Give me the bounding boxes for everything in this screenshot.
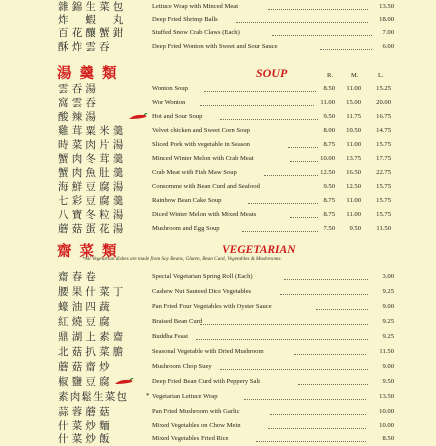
item-name-en: Seasonal Vegetable with Dried Mushroom	[152, 348, 264, 355]
vegetarian-item	[0, 405, 436, 419]
price-medium: 10.50	[346, 127, 361, 134]
item-price: 9.25	[382, 333, 394, 340]
item-price: 10.00	[379, 408, 394, 415]
item-name-cn: 八寶冬粒湯	[58, 209, 127, 221]
chili-pepper-icon	[128, 113, 148, 121]
price-regular: 8.75	[323, 211, 335, 218]
item-name-cn: 腰果什菜丁	[58, 286, 127, 298]
leader-dots	[236, 21, 368, 23]
item-name-en: Crab Meat with Fish Maw Soup	[152, 169, 237, 176]
item-name-en: Pan Fried Mushroom with Garlic	[152, 408, 240, 415]
price-medium: 13.75	[346, 155, 361, 162]
vegetarian-item	[0, 315, 436, 329]
leader-dots	[200, 323, 368, 325]
star-marker: *	[146, 392, 150, 400]
vegetarian-heading-en: VEGETARIAN	[222, 244, 296, 256]
price-large: 22.75	[376, 169, 391, 176]
leader-dots	[280, 293, 368, 295]
soup-heading-en: SOUP	[256, 66, 288, 80]
item-name-en: Wor Wonton	[152, 99, 186, 106]
item-name-en: Velvet chicken and Sweet Corn Soup	[152, 127, 250, 134]
item-name-en: Stuffed Snow Crab Claws (Each)	[152, 29, 240, 36]
item-name-cn: 酥炸雲吞	[58, 41, 113, 53]
price-large: 16.75	[376, 113, 391, 120]
item-name-cn: 素肉鬆生菜包	[58, 391, 129, 403]
item-name-cn: 雞茸粟米羹	[58, 125, 127, 137]
vegetarian-item	[0, 330, 436, 344]
item-price: 7.00	[382, 29, 394, 36]
price-large: 17.75	[376, 155, 391, 162]
item-name-cn: 蘑菇齋炒	[58, 361, 113, 373]
price-medium: 11.00	[346, 197, 361, 204]
item-name-en: Lettuce Wrap with Minced Meat	[152, 3, 239, 10]
item-name-en: Hot and Sour Soup	[152, 113, 203, 120]
item-name-cn: 窩雲吞	[58, 97, 100, 109]
item-price: 9.25	[382, 288, 394, 295]
price-medium: 11.00	[346, 85, 361, 92]
item-price: 9.00	[382, 303, 394, 310]
item-name-cn: 鼎湖上素齋	[58, 331, 127, 343]
price-large: 15.75	[376, 141, 391, 148]
item-price: 13.50	[379, 393, 394, 400]
leader-dots	[244, 398, 366, 400]
menu-item	[0, 13, 436, 27]
price-large: 15.75	[376, 197, 391, 204]
leader-dots	[268, 427, 366, 429]
item-name-en: Sliced Pork with vegetable in Season	[152, 141, 250, 148]
item-name-en: Deep Fried Bean Curd with Peppery Salt	[152, 378, 261, 385]
item-name-en: Deep Fried Wonton with Sweet and Sour Sauce	[152, 43, 278, 50]
item-name-en: Mixed Vegetables on Chow Mein	[152, 422, 241, 429]
soup-item	[0, 194, 436, 208]
item-name-cn: 雜錦生菜包	[58, 1, 127, 13]
item-name-cn: 炸 蝦 丸	[58, 14, 127, 26]
price-regular: 12.50	[320, 169, 335, 176]
item-name-en: Mushroom and Egg Soup	[152, 225, 220, 232]
soup-item	[0, 166, 436, 180]
soup-item	[0, 180, 436, 194]
item-name-cn: 椒鹽豆腐	[58, 376, 113, 388]
leader-dots	[248, 202, 318, 204]
item-price: 6.00	[382, 43, 394, 50]
item-price: 8.50	[382, 435, 394, 442]
price-medium: 15.00	[346, 99, 361, 106]
item-price: 3.00	[382, 273, 394, 280]
price-large: 15.25	[376, 85, 391, 92]
size-header-medium: M.	[351, 72, 359, 79]
item-name-cn: 七彩豆腐羹	[58, 195, 127, 207]
leader-dots	[284, 278, 368, 280]
leader-dots	[256, 440, 366, 442]
soup-heading-cn: 湯羹類	[57, 65, 125, 82]
item-name-en: Rainbow Bean Cake Soup	[152, 197, 222, 204]
price-medium: 11.00	[346, 211, 361, 218]
item-name-cn: 什菜炒飯	[58, 433, 113, 445]
price-regular: 10.00	[320, 155, 335, 162]
item-name-en: Mushroom Chop Suey	[152, 363, 212, 370]
price-regular: 9.50	[323, 183, 335, 190]
item-name-en: Deep Fried Shrimp Balls	[152, 16, 218, 23]
price-large: 20.00	[376, 99, 391, 106]
leader-dots	[316, 308, 368, 310]
price-medium: 9.50	[349, 225, 361, 232]
price-regular: 9.50	[323, 113, 335, 120]
leader-dots	[220, 118, 318, 120]
vegetarian-item	[0, 419, 436, 433]
leader-dots	[290, 216, 318, 218]
item-name-cn: 齋春卷	[58, 271, 100, 283]
menu-item	[0, 0, 436, 14]
leader-dots	[270, 413, 366, 415]
item-name-en: Special Vegetarian Spring Roll (Each)	[152, 273, 253, 280]
soup-item	[0, 124, 436, 138]
leader-dots	[298, 383, 368, 385]
item-name-cn: 雲吞湯	[58, 83, 100, 95]
leader-dots	[320, 48, 372, 50]
size-header-large: L.	[378, 72, 384, 79]
item-name-en: Vegetarian Lettuce Wrap	[152, 393, 218, 400]
vegetarian-note: *All Vegetarian dishes are made from Soy Beans, Gluten, Bean Curd, Vegetables & Mushrooms.	[82, 256, 282, 262]
price-medium: 12.50	[346, 183, 361, 190]
item-name-cn: 蟹肉魚肚羹	[58, 167, 127, 179]
price-large: 14.75	[376, 127, 391, 134]
leader-dots	[294, 353, 366, 355]
price-regular: 8.00	[323, 127, 335, 134]
item-price: 13.50	[379, 3, 394, 10]
price-medium: 11.00	[346, 141, 361, 148]
leader-dots	[220, 368, 368, 370]
item-price: 18.00	[379, 16, 394, 23]
item-name-cn: 蘑菇蛋花湯	[58, 223, 127, 235]
vegetarian-item	[0, 270, 436, 284]
soup-item	[0, 82, 436, 96]
price-regular: 8.75	[323, 197, 335, 204]
leader-dots	[196, 338, 368, 340]
item-name-cn: 海鮮豆腐湯	[58, 181, 127, 193]
item-name-en: Diced Winter Melon with Mixed Meats	[152, 211, 257, 218]
vegetarian-item	[0, 345, 436, 359]
soup-item	[0, 208, 436, 222]
leader-dots	[268, 8, 368, 10]
price-large: 15.75	[376, 183, 391, 190]
item-name-cn: 百花釀蟹鉗	[58, 27, 127, 39]
price-regular: 11.00	[320, 99, 335, 106]
soup-item	[0, 152, 436, 166]
item-name-cn: 紅燒豆腐	[58, 316, 113, 328]
item-price: 9.50	[382, 378, 394, 385]
item-name-cn: 蒜蓉蘑菇	[58, 406, 113, 418]
item-name-en: Buddha Feast	[152, 333, 189, 340]
menu-item	[0, 26, 436, 40]
price-large: 15.75	[376, 211, 391, 218]
item-name-en: Minced Winter Melon with Crab Meat	[152, 155, 254, 162]
item-name-en: Mixed Vegetables Fried Rice	[152, 435, 229, 442]
soup-item	[0, 96, 436, 110]
price-regular: 8.50	[323, 85, 335, 92]
vegetarian-item	[0, 390, 436, 404]
soup-item	[0, 222, 436, 236]
soup-item	[0, 110, 436, 124]
vegetarian-item	[0, 300, 436, 314]
chili-pepper-icon	[114, 378, 134, 386]
item-name-cn: 蟹肉冬茸羹	[58, 153, 127, 165]
item-name-cn: 北菇扒菜膽	[58, 346, 127, 358]
item-name-en: Consomme with Bean Curd and Seafood	[152, 183, 260, 190]
menu-item	[0, 40, 436, 54]
soup-item	[0, 138, 436, 152]
price-regular: 8.75	[323, 141, 335, 148]
vegetarian-item	[0, 375, 436, 389]
item-price: 9.00	[382, 363, 394, 370]
leader-dots	[288, 146, 318, 148]
item-name-cn: 什菜炒麵	[58, 420, 113, 432]
item-price: 9.25	[382, 318, 394, 325]
vegetarian-item	[0, 285, 436, 299]
price-medium: 11.75	[346, 113, 361, 120]
item-name-en: Braised Bean Curd	[152, 318, 203, 325]
item-price: 11.50	[379, 348, 394, 355]
leader-dots	[290, 160, 318, 162]
leader-dots	[200, 104, 314, 106]
leader-dots	[242, 230, 318, 232]
leader-dots	[204, 90, 316, 92]
item-name-cn: 蠔油四蔬	[58, 301, 113, 313]
vegetarian-heading-cn: 齋菜類	[57, 243, 125, 260]
size-header-regular: R.	[327, 72, 333, 79]
leader-dots	[264, 174, 318, 176]
price-medium: 16.50	[346, 169, 361, 176]
item-name-en: Cashew Nut Sauteed Dice Vegetables	[152, 288, 252, 295]
item-name-en: Pan Fried Four Vegetables with Oyster Sauce	[152, 303, 272, 310]
vegetarian-item	[0, 360, 436, 374]
item-name-en: Wonton Soup	[152, 85, 188, 92]
item-price: 10.00	[379, 422, 394, 429]
item-name-cn: 酸辣湯	[58, 111, 100, 123]
price-large: 11.50	[376, 225, 391, 232]
price-regular: 7.50	[323, 225, 335, 232]
item-name-cn: 時菜肉片湯	[58, 139, 127, 151]
leader-dots	[272, 34, 372, 36]
vegetarian-item	[0, 432, 436, 446]
